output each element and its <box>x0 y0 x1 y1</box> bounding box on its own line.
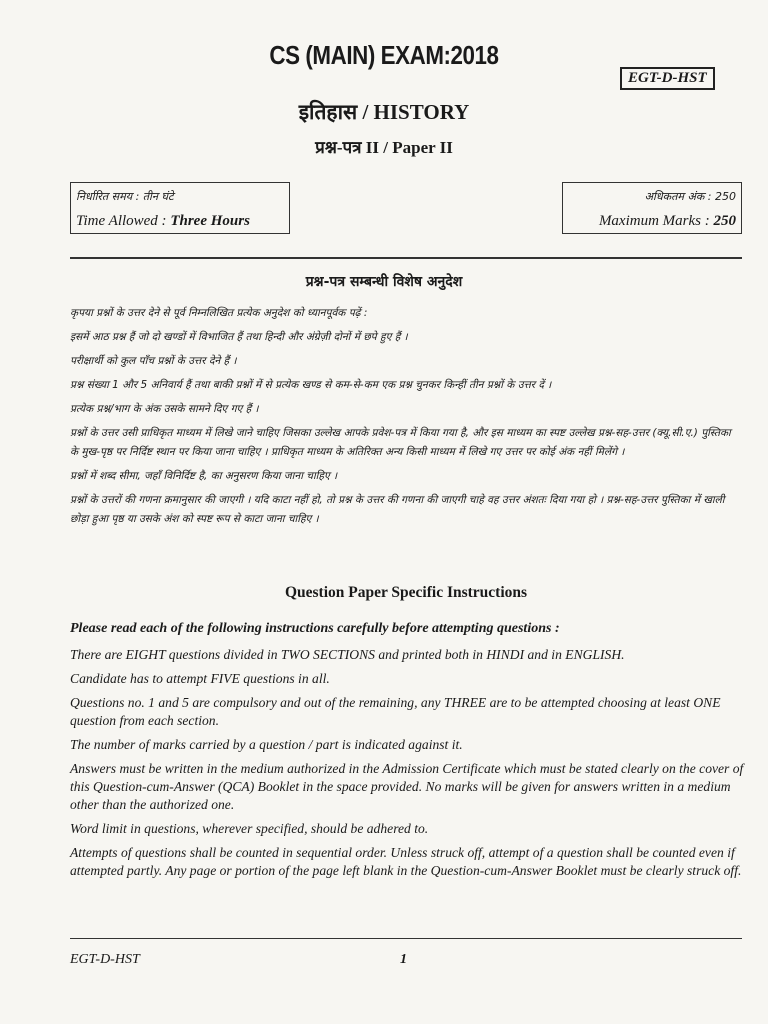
time-allowed-label: Time Allowed : <box>76 213 171 229</box>
hindi-instruction-item: प्रश्नों के उत्तर उसी प्राधिकृत माध्यम में लिखे जाने चाहिए जिसका उल्लेख आपके प्रवेश-पत्र में किया गया है, और इस माध्यम का स्पष्ट उल्लेख प्रश्न-सह-उत्तर (क्यू.सी.ए.) पुस्तिका के मुख-पृष्ठ पर निर्दिष्ट स्थान पर किया जाना चाहिए । प्राधिकृत माध्यम के अतिरिक्त अन्य किसी माध्यम में लिखे गए उत्तर पर कोई अंक नहीं मिलेंगे । <box>70 427 731 458</box>
hindi-instructions-heading: प्रश्न-पत्र सम्बन्धी विशेष अनुदेश <box>305 274 463 290</box>
maximum-marks-value: 250 <box>713 213 736 229</box>
hindi-instruction-item: प्रश्नों के उत्तरों की गणना क्रमानुसार की जाएगी । यदि काटा नहीं हो, तो प्रश्न के उत्तर की गणना की जाएगी चाहे वह उत्तर अंशतः दिया गया हो । प्रश्न-सह-उत्तर पुस्तिका में खाली छोड़ा हुआ पृष्ठ या उसके अंश को स्पष्ट रूप से काटा जाना चाहिए । <box>70 494 725 525</box>
english-instruction-item: Word limit in questions, wherever specified, should be adhered to. <box>70 821 429 836</box>
maximum-marks-box <box>562 182 742 234</box>
hindi-instruction-item: कृपया प्रश्नों के उत्तर देने से पूर्व निम्नलिखित प्रत्येक अनुदेश को ध्यानपूर्वक पढ़ें : <box>70 307 368 319</box>
english-instruction-item: Attempts of questions shall be counted in sequential order. Unless struck off, attempt of a question shall be counted even if attempted partly. Any page or portion of the page left blank in the Question-cum-Answer Booklet must be clearly struck off. <box>70 845 742 878</box>
page-number: 1 <box>400 952 407 967</box>
time-allowed-hindi: निर्धारित समय : तीन घंटे <box>76 190 174 203</box>
hindi-instruction-item: प्रश्नों में शब्द सीमा, जहाँ विनिर्दिष्ट है, का अनुसरण किया जाना चाहिए । <box>70 470 338 482</box>
english-instruction-item: Answers must be written in the medium authorized in the Admission Certificate which must be stated clearly on the cover of this Question-cum-Answer (QCA) Booklet in the space provided. No marks will be given for answers written in a medium other than the authorized one. <box>70 761 744 812</box>
hindi-instruction-item: प्रश्न संख्या 1 और 5 अनिवार्य हैं तथा बाकी प्रश्नों में से प्रत्येक खण्ड से कम-से-कम एक प्रश्न चुनकर किन्हीं तीन प्रश्नों के उत्तर दें । <box>70 379 552 391</box>
maximum-marks-english <box>568 209 736 233</box>
subject-title: इतिहास / HISTORY <box>298 100 470 124</box>
english-instruction-item: Candidate has to attempt FIVE questions in all. <box>70 671 330 686</box>
hindi-instruction-item: प्रत्येक प्रश्न/भाग के अंक उसके सामने दिए गए हैं । <box>70 403 259 415</box>
time-allowed-english <box>76 209 284 233</box>
english-instructions-heading: Question Paper Specific Instructions <box>284 584 528 601</box>
time-allowed-value: Three Hours <box>170 213 250 229</box>
footer-divider <box>70 938 742 939</box>
hindi-instruction-item: परीक्षार्थी को कुल पाँच प्रश्नों के उत्तर देने हैं । <box>70 355 237 367</box>
header-divider <box>70 257 742 259</box>
hindi-instructions <box>70 304 742 534</box>
paper-code-box: EGT-D-HST <box>620 67 715 90</box>
english-instruction-item: The number of marks carried by a question / part is indicated against it. <box>70 737 463 752</box>
footer-paper-code: EGT-D-HST <box>70 952 140 967</box>
time-allowed-box <box>70 182 290 234</box>
maximum-marks-hindi: अधिकतम अंक : 250 <box>644 190 736 203</box>
hindi-instruction-item: इसमें आठ प्रश्न हैं जो दो खण्डों में विभाजित हैं तथा हिन्दी और अंग्रेज़ी दोनों में छपे हुए हैं । <box>70 331 408 343</box>
english-instruction-item: There are EIGHT questions divided in TWO SECTIONS and printed both in HINDI and in ENGLISH. <box>70 647 625 662</box>
english-instructions-lead: Please read each of the following instructions carefully before attempting questions : <box>70 621 560 636</box>
english-instructions <box>70 620 746 886</box>
paper-number: प्रश्न-पत्र II / Paper II <box>315 138 453 157</box>
exam-title: CS (MAIN) EXAM:2018 <box>269 40 499 70</box>
maximum-marks-label: Maximum Marks : <box>598 213 714 229</box>
english-instruction-item: Questions no. 1 and 5 are compulsory and out of the remaining, any THREE are to be attempted choosing at least ONE question from each section. <box>70 695 721 728</box>
